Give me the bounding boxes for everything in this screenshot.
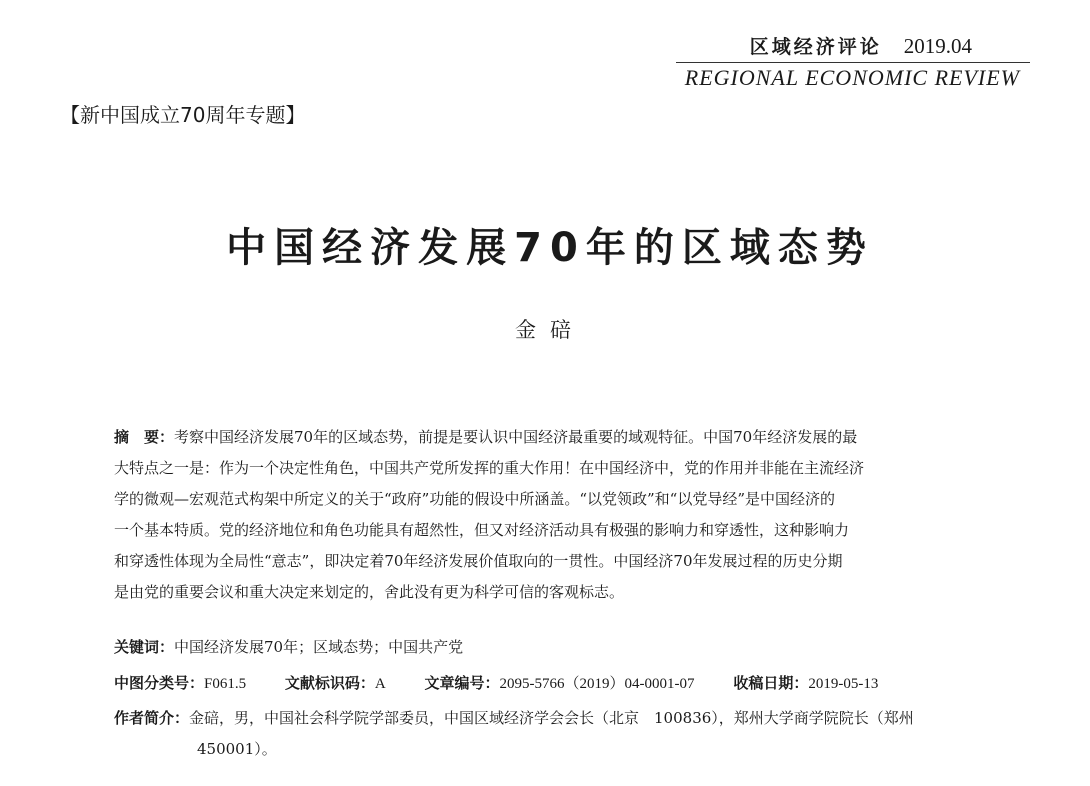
doc-value: A bbox=[374, 676, 386, 692]
clc-number bbox=[114, 674, 246, 692]
abstract-line bbox=[114, 422, 986, 453]
abstract-line: 大特点之一是：作为一个决定性角色，中国共产党所发挥的重大作用！在中国经济中，党的作用并非能在主流经济 bbox=[114, 459, 865, 477]
abstract-text-1: 考察中国经济发展70年的区域态势，前提是要认识中国经济最重要的域观特征。中国70年经济发展的最 bbox=[174, 428, 858, 446]
article-author: 金碚 bbox=[515, 318, 585, 342]
abstract-label: 摘 要： bbox=[114, 428, 175, 446]
received-date bbox=[733, 674, 878, 692]
doc-code bbox=[285, 674, 386, 692]
received-value: 2019-05-13 bbox=[808, 676, 879, 692]
author-bio-line1: 金碚，男，中国社会科学院学部委员，中国区域经济学会会长（北京 100836），郑州大学商学院院长（郑州 bbox=[189, 709, 914, 727]
keywords-value: 中国经济发展70年；区域态势；中国共产党 bbox=[174, 638, 464, 656]
journal-header bbox=[676, 32, 1030, 93]
abstract-line: 学的微观—宏观范式构架中所定义的关于“政府”功能的假设中所涵盖。“以党领政”和“以党导经”是中国经济的 bbox=[114, 490, 836, 508]
journal-name-cn: 区域经济评论 bbox=[749, 36, 882, 58]
abstract-line: 和穿透性体现为全局性“意志”，即决定着70年经济发展价值取向的一贯性。中国经济70年发展过程的历史分期 bbox=[114, 552, 843, 570]
topic-label: 【新中国成立70周年专题】 bbox=[60, 103, 306, 127]
doc-label: 文献标识码： bbox=[284, 674, 375, 692]
journal-issue: 2019.04 bbox=[903, 34, 972, 58]
journal-name-en: REGIONAL ECONOMIC REVIEW bbox=[684, 65, 1020, 90]
article-number bbox=[425, 674, 695, 692]
keywords-label: 关键词： bbox=[114, 638, 175, 656]
clc-label: 中图分类号： bbox=[114, 674, 205, 692]
abstract-line: 是由党的重要会议和重大决定来划定的，舍此没有更为科学可信的客观标志。 bbox=[114, 583, 625, 601]
abstract-line: 一个基本特质。党的经济地位和角色功能具有超然性，但又对经济活动具有极强的影响力和穿透性，这种影响力 bbox=[114, 521, 850, 539]
article-title: 中国经济发展70年的区域态势 bbox=[226, 225, 874, 271]
author-bio-label: 作者简介： bbox=[114, 709, 190, 727]
article-value: 2095-5766（2019）04-0001-07 bbox=[499, 676, 695, 692]
author-bio-continued: 450001）。 bbox=[197, 740, 277, 758]
received-label: 收稿日期： bbox=[733, 674, 809, 692]
keywords bbox=[114, 632, 463, 662]
clc-value: F061.5 bbox=[204, 676, 247, 692]
article-label: 文章编号： bbox=[424, 674, 500, 692]
journal-masthead bbox=[676, 32, 1030, 61]
metadata-row bbox=[114, 668, 878, 699]
author-bio bbox=[114, 703, 914, 733]
abstract bbox=[114, 422, 986, 608]
